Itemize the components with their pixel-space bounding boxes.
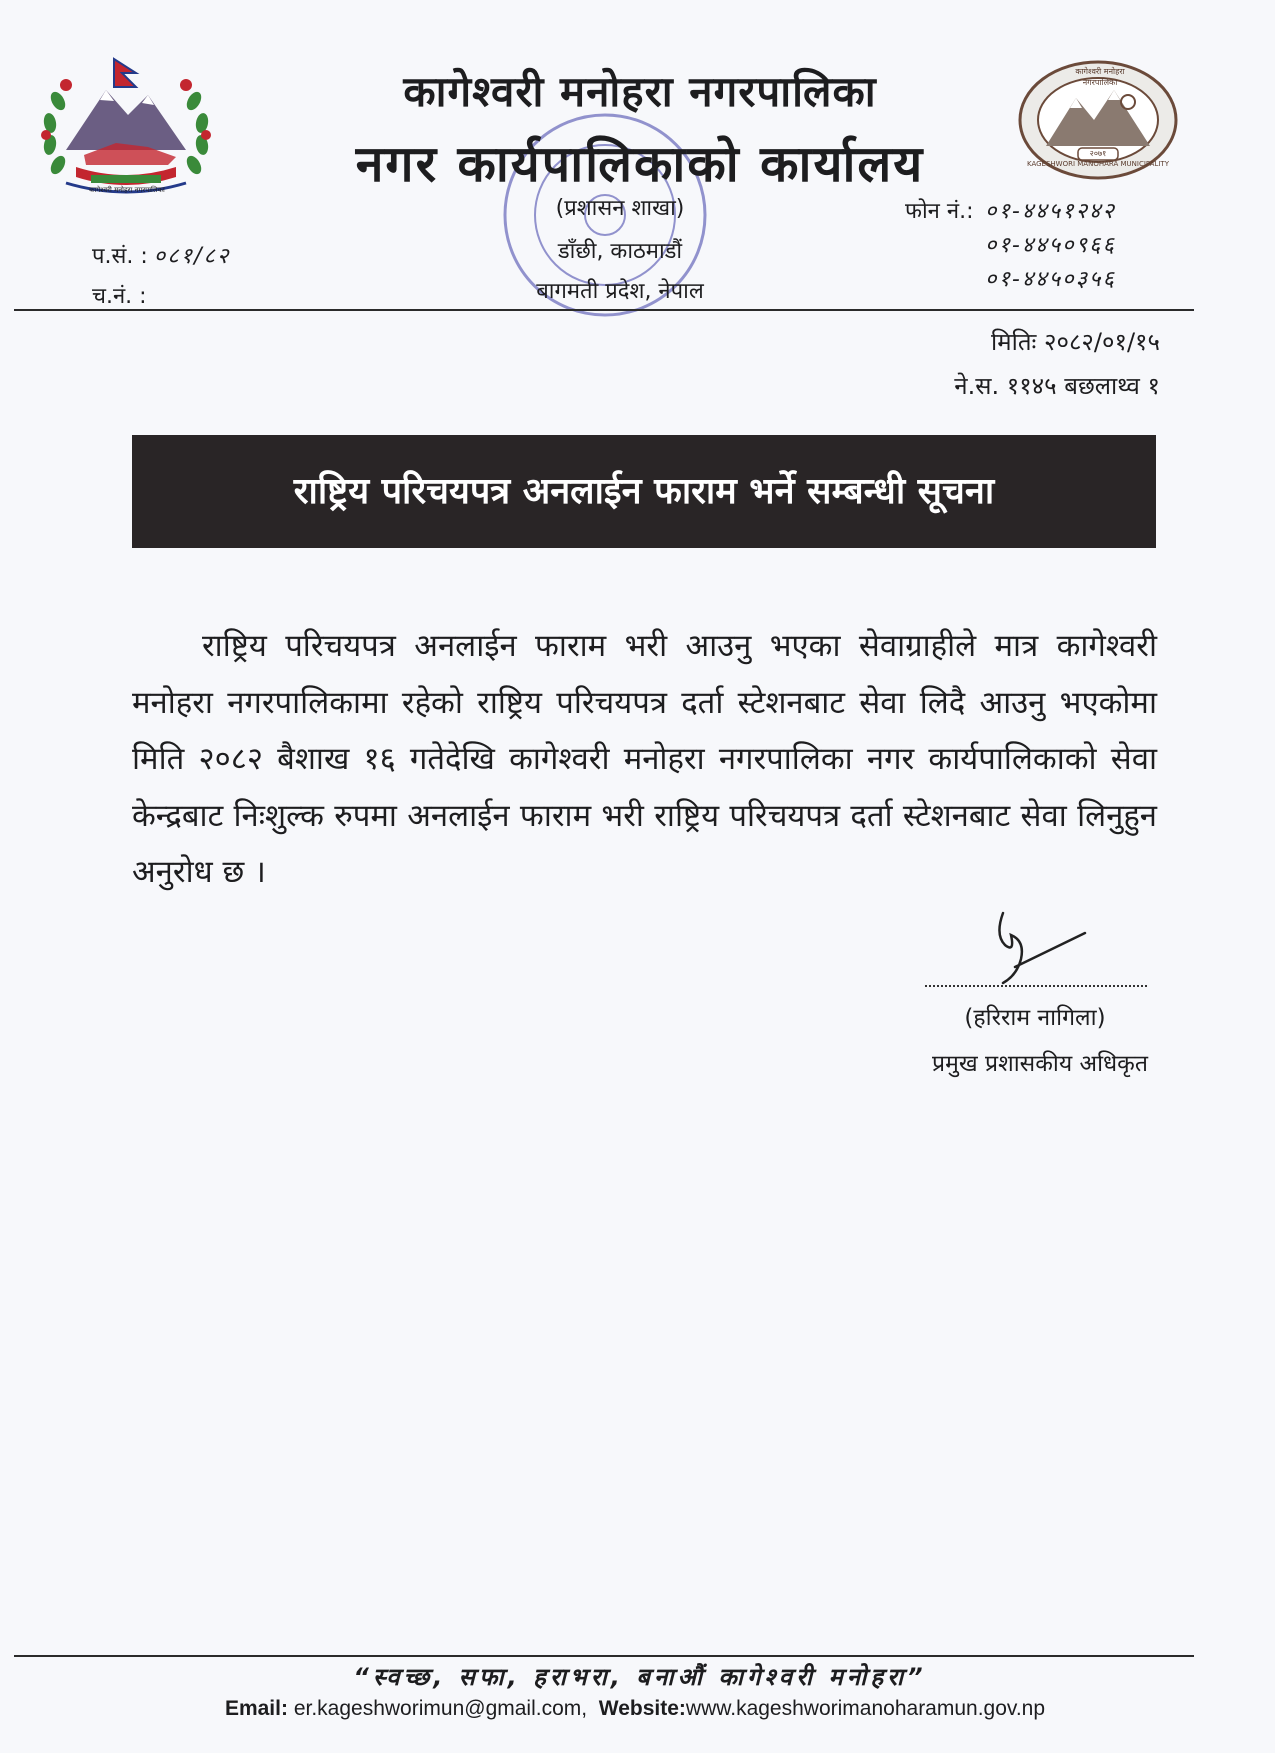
office-name: नगर कार्यपालिकाको कार्यालय	[355, 135, 925, 193]
footer-slogan: “स्वच्छ, सफा, हराभरा, बनाऔं कागेश्वरी मनोहरा”	[353, 1663, 927, 1691]
signature-line	[925, 985, 1147, 987]
nepal-emblem-icon	[36, 55, 216, 205]
ref-value: ०८१/८२	[153, 244, 231, 269]
ref-label: प.सं. :	[92, 244, 148, 269]
footer-contact	[80, 1697, 1190, 1721]
header-divider	[14, 309, 1194, 311]
signer-title: प्रमुख प्रशासकीय अधिकृत	[932, 1051, 1148, 1077]
phone-number: ०१-४४५१२४२	[985, 199, 1116, 224]
phone-number: ०१-४४५०९६६	[985, 233, 1116, 258]
phone-number: ०१-४४५०३५६	[985, 267, 1116, 292]
logo-bottom-text: KAGESHWORI MANOHARA MUNICIPALITY	[1027, 160, 1169, 168]
email-label: Email:	[224, 1697, 288, 1720]
date-miti: मितिः २०८२/०१/१५	[991, 328, 1160, 356]
footer-divider	[14, 1655, 1194, 1657]
municipality-name: कागेश्वरी मनोहरा नगरपालिका	[403, 67, 877, 116]
notice-title-box	[132, 435, 1156, 548]
reference-block	[92, 240, 352, 320]
city-address: डाँछी, काठमाडौं	[557, 239, 683, 264]
province-address: बागमती प्रदेश, नेपाल	[536, 279, 704, 304]
date-block	[830, 325, 1160, 413]
phone-label: फोन नं.:	[905, 199, 974, 224]
signer-name: (हरिराम नागिला)	[964, 1005, 1106, 1031]
dispatch-label: च.नं. :	[92, 284, 147, 309]
date-nepal-sambat: ने.स. ११४५ बछलाथ्व १	[954, 372, 1160, 400]
phone-block	[905, 195, 1165, 297]
notice-title: राष्ट्रिय परिचयपत्र अनलाईन फाराम भर्ने सम्बन्धी सूचना	[293, 470, 995, 512]
notice-body: राष्ट्रिय परिचयपत्र अनलाईन फाराम भरी आउनु भएका सेवाग्राहीले मात्र कागेश्वरी मनोहरा नगरपालिकामा रहेको राष्ट्रिय परिचयपत्र दर्ता स्टेशनबाट सेवा लिदै आउनु भएकोमा मिति २०८२ बैशाख १६ गतेदेखि कागेश्वरी मनोहरा नगरपालिका नगर कार्यपालिकाको सेवा केन्द्रबाट निःशुल्क रुपमा अनलाईन फाराम भरी राष्ट्रिय परिचयपत्र दर्ता स्टेशनबाट सेवा लिनुहुन अनुरोध छ ।	[132, 628, 1157, 890]
logo-top-text: कागेश्वरी मनोहरा नगरपालिका	[1075, 67, 1125, 87]
website-label: Website:	[598, 1697, 686, 1720]
emblem-caption: कागेश्वरी मनोहरा नगरपालिका	[89, 186, 165, 194]
logo-year: २०७१	[1089, 149, 1107, 158]
branch-name: (प्रशासन शाखा)	[555, 196, 685, 221]
signature-icon	[985, 905, 1095, 995]
email-address[interactable]: er.kageshworimun@gmail.com,	[293, 1697, 588, 1720]
website-link[interactable]: www.kageshworimanoharamun.gov.np	[685, 1697, 1046, 1720]
